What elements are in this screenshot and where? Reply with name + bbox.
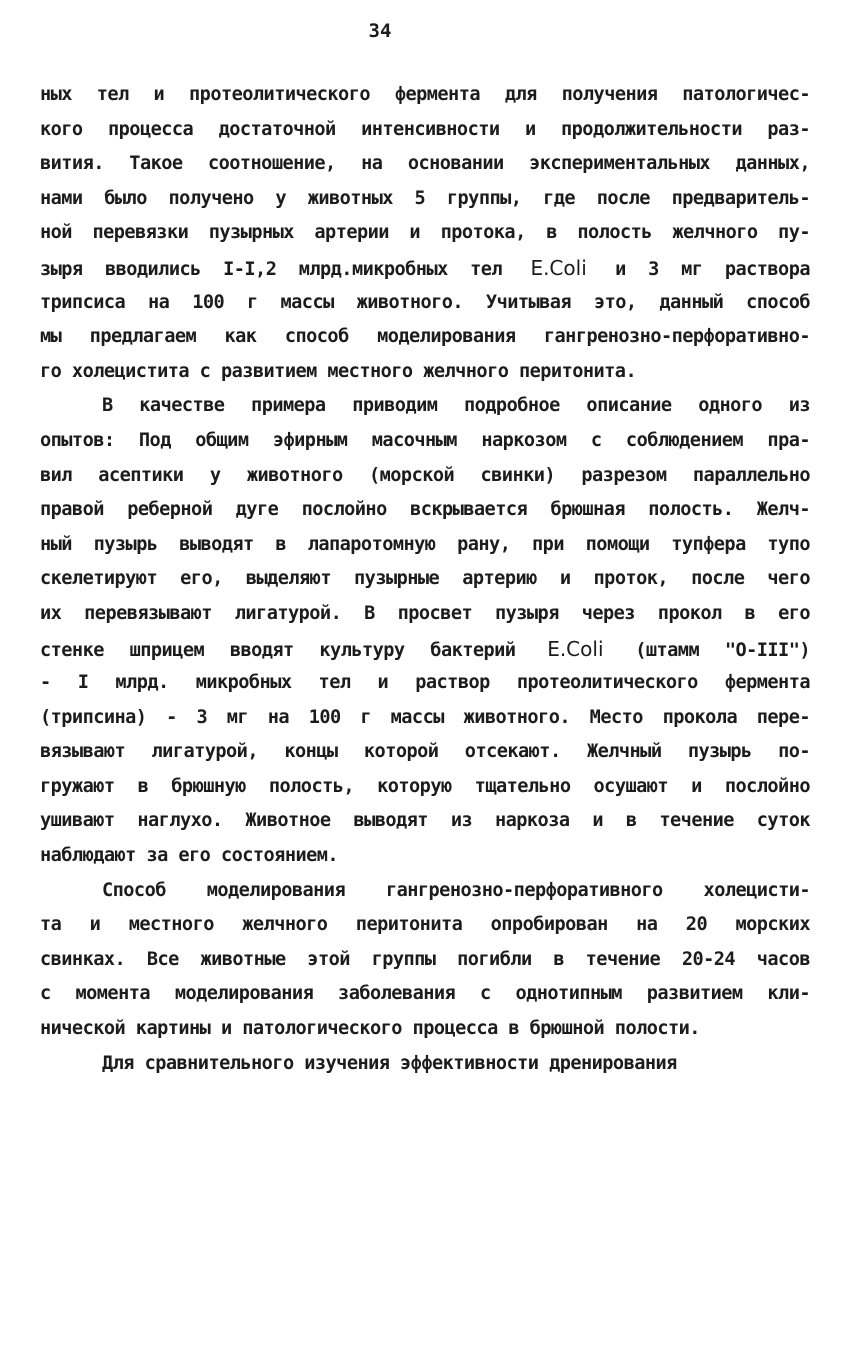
text-line: опытов: Под общим эфирным масочным наркозом с соблюдением пра-	[40, 429, 810, 451]
text-line: (трипсина) - 3 мг на 100 г массы животного. Место прокола пере-	[40, 706, 810, 728]
text-line: Способ моделирования гангренозно-перфоративного холецисти-	[102, 879, 810, 901]
text-line: их перевязывают лигатурой. В просвет пузыря через прокол в его	[40, 602, 810, 624]
text-segment: стенке шприцем вводят культуру бактерий	[40, 639, 516, 661]
text-line: трипсиса на 100 г массы животного. Учитывая это, данный способ	[40, 291, 810, 313]
text-line: правой реберной дуге послойно вскрывается брюшная полость. Желч-	[40, 499, 810, 521]
text-line: В качестве примера приводим подробное описание одного из	[102, 395, 810, 417]
text-line: кого процесса достаточной интенсивности и продолжительности раз-	[40, 118, 810, 140]
text-line: с момента моделирования заболевания с однотипным развитием кли-	[40, 983, 810, 1005]
text-line: вил асептики у животного (морской свинки) разрезом параллельно	[40, 464, 810, 486]
text-line: скелетируют его, выделяют пузырные артерию и проток, после чего	[40, 568, 810, 590]
text-line: вития. Такое соотношение, на основании экспериментальных данных,	[40, 153, 810, 175]
text-line: Для сравнительного изучения эффективности дренирования	[102, 1052, 677, 1074]
text-line: нами было получено у животных 5 группы, где после предваритель-	[40, 187, 810, 209]
text-line: ных тел и протеолитического фермента для получения патологичес-	[40, 84, 810, 105]
text-line	[40, 632, 810, 667]
text-line: ушивают наглухо. Животное выводят из наркоза и в течение суток	[40, 810, 810, 832]
text-line: вязывают лигатурой, концы которой отсекают. Желчный пузырь по-	[40, 741, 810, 763]
text-line: - I млрд. микробных тел и раствор протеолитического фермента	[40, 672, 810, 694]
text-line: ной перевязки пузырных артерии и протока, в полость желчного пу-	[40, 222, 810, 244]
text-line: наблюдают за его состоянием.	[40, 845, 339, 867]
text-line	[40, 251, 810, 286]
text-line: мы предлагаем как способ моделирования гангренозно-перфоративно-	[40, 326, 810, 348]
text-segment: и 3 мг раствора	[615, 258, 810, 280]
text-line: свинках. Все животные этой группы погибли в течение 20-24 часов	[40, 948, 810, 970]
text-segment: зыря вводились I-I,2 млрд.микробных тел	[40, 258, 503, 280]
text-line: нической картины и патологического процесса в брюшной полости.	[40, 1018, 700, 1040]
text-segment: (штамм "O-III")	[635, 639, 810, 661]
body-text	[40, 78, 810, 1081]
handwritten-insert: E.Coli	[547, 636, 604, 661]
handwritten-insert: E.Coli	[530, 255, 587, 280]
text-line: та и местного желчного перитонита опробирован на 20 морских	[40, 914, 810, 936]
text-line: го холецистита с развитием местного желчного перитонита.	[40, 360, 637, 382]
text-line: ный пузырь выводят в лапаротомную рану, при помощи тупфера тупо	[40, 533, 810, 555]
text-line: гружают в брюшную полость, которую тщательно осушают и послойно	[40, 775, 810, 797]
page-number: 34	[368, 20, 392, 42]
